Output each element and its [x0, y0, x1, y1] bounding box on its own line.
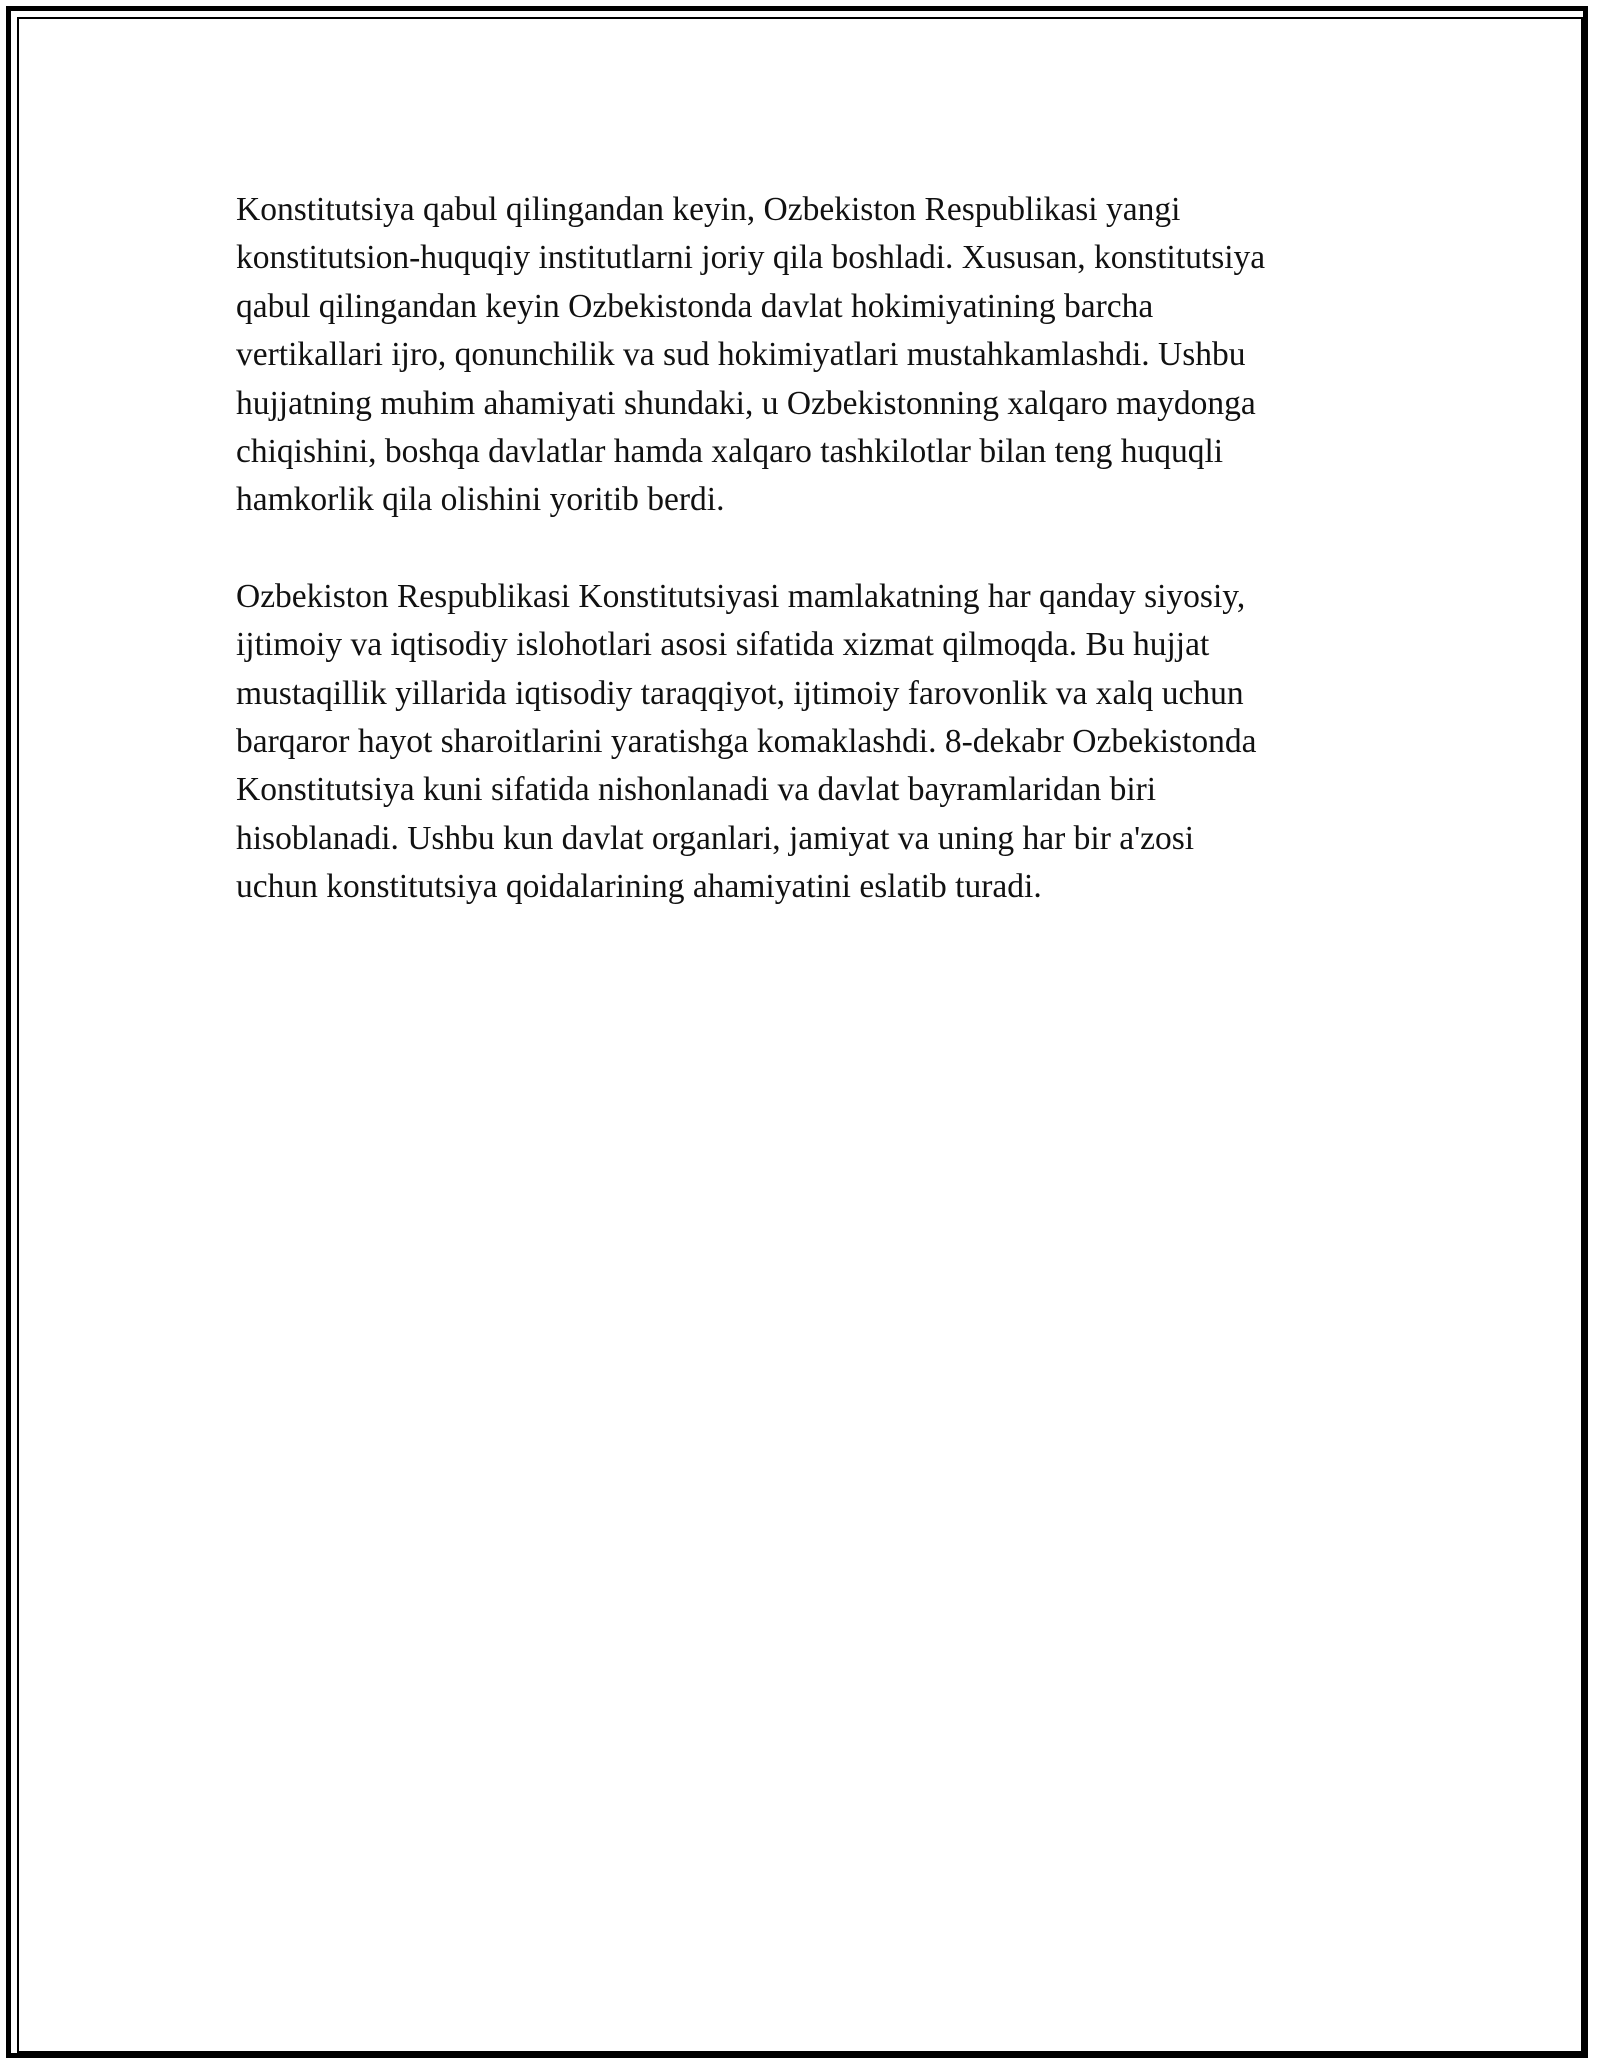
- paragraph-2: Ozbekiston Respublikasi Konstitutsiyasi mamlakatning har qanday siyosiy, ijtimoiy va iqtisodiy islohotlari asosi sifatida xizmat qilmoqda. Bu hujjat mustaqillik yillarida iqtisodiy taraqqiyot, ijtimoiy farovonlik va xalq uchun barqaror hayot sharoitlarini yaratishga komaklashdi. 8-dekabr Ozbekistonda Konstitutsiya kuni sifatida nishonlanadi va davlat bayramlaridan biri hisoblanadi. Ushbu kun davlat organlari, jamiyat va uning har bir a'zosi uchun konstitutsiya qoidalarining ahamiyatini eslatib turadi.: [236, 577, 1257, 906]
- paragraph-1: Konstitutsiya qabul qilingandan keyin, Ozbekiston Respublikasi yangi konstitutsion-huquqiy institutlarni joriy qila boshladi. Xususan, konstitutsiya qabul qilingandan keyin Ozbekistonda davlat hokimiyatining barcha vertikallari ijro, qonunchilik va sud hokimiyatlari mustahkamlashdi. Ushbu hujjatning muhim ahamiyati shundaki, u Ozbekistonning xalqaro maydonga chiqishini, boshqa davlatlar hamda xalqaro tashkilotlar bilan teng huquqli hamkorlik qila olishini yoritib berdi.: [236, 191, 1266, 519]
- document-body: [236, 186, 1376, 960]
